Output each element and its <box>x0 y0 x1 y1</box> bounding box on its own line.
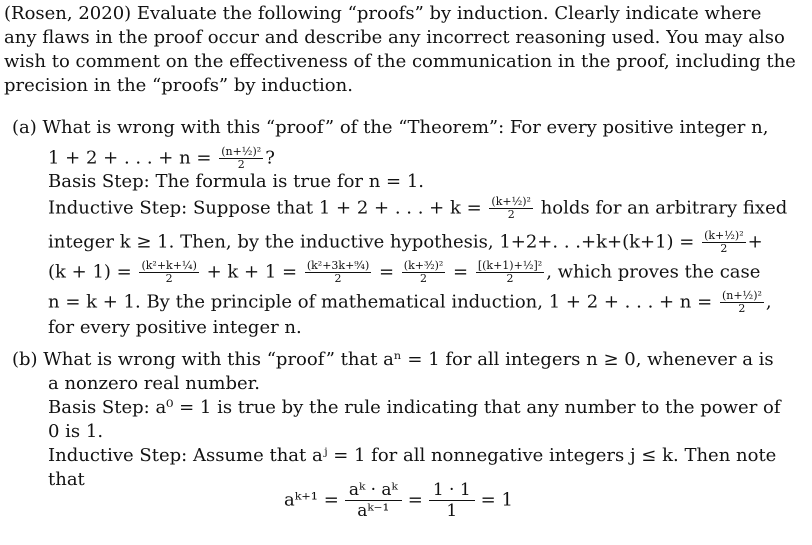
fraction <box>139 260 198 285</box>
fraction-numerator: (k+³⁄₂)² <box>403 259 444 272</box>
fraction <box>345 480 402 521</box>
part-a-conclusion <box>48 290 772 315</box>
intro-line-3: wish to comment on the effectiveness of the communication in the proof, including the <box>4 51 796 72</box>
fraction-numerator: (k+½)² <box>704 229 744 242</box>
fraction <box>720 290 764 315</box>
fraction-denominator: 2 <box>720 242 728 255</box>
fraction <box>476 260 544 285</box>
fraction-numerator: (k²+3k+⁹⁄₄) <box>306 259 370 272</box>
equals-sign: = <box>407 489 423 511</box>
text-segment: + <box>747 231 763 253</box>
fraction-denominator: 2 <box>420 272 428 285</box>
fraction <box>429 480 475 521</box>
fraction-denominator: 2 <box>165 272 173 285</box>
part-a-inductive-step-1 <box>48 196 787 221</box>
fraction-denominator: 2 <box>237 158 245 171</box>
fraction-numerator: (k+½)² <box>491 195 531 208</box>
fraction <box>402 260 446 285</box>
text-segment: , which proves the case <box>546 261 761 283</box>
fraction-denominator: 2 <box>334 272 342 285</box>
text-segment: Inductive Step: Suppose that 1 + 2 + . . . + k = <box>48 197 488 219</box>
part-b-that: that <box>48 469 85 490</box>
part-a-question: (a) What is wrong with this “proof” of the “Theorem”: For every positive integer n, <box>12 117 769 138</box>
text-segment: = <box>447 261 474 283</box>
equation-lhs: aᵏ⁺¹ = <box>284 489 339 511</box>
text-segment: , <box>765 291 772 313</box>
part-b-line-2: a nonzero real number. <box>48 373 261 394</box>
fraction <box>219 146 263 171</box>
equation-rhs: = 1 <box>480 489 513 511</box>
part-b-basis-step: Basis Step: a⁰ = 1 is true by the rule indicating that any number to the power of <box>48 397 781 418</box>
part-b-question: (b) What is wrong with this “proof” that aⁿ = 1 for all integers n ≥ 0, whenever a is <box>12 349 774 370</box>
intro-line-1: (Rosen, 2020) Evaluate the following “proofs” by induction. Clearly indicate where <box>4 3 762 24</box>
part-a-final-line: for every positive integer n. <box>48 317 302 338</box>
text-segment: integer k ≥ 1. Then, by the inductive hypothesis, 1+2+. . .+k+(k+1) = <box>48 231 701 253</box>
fraction-numerator: (n+½)² <box>721 289 762 302</box>
part-a-inductive-step-3 <box>48 260 760 285</box>
fraction <box>305 260 371 285</box>
formula-text: 1 + 2 + . . . + n = <box>48 147 218 169</box>
text-segment: holds for an arbitrary fixed <box>534 197 788 219</box>
fraction <box>489 196 533 221</box>
part-a-inductive-step-2 <box>48 230 763 255</box>
fraction-denominator: 2 <box>507 208 515 221</box>
text-segment: n = k + 1. By the principle of mathematical induction, 1 + 2 + . . . + n = <box>48 291 718 313</box>
fraction-numerator: [(k+1)+½]² <box>477 259 543 272</box>
fraction-denominator: 2 <box>506 272 514 285</box>
fraction-denominator: aᵏ⁻¹ <box>357 501 390 521</box>
fraction-denominator: 2 <box>738 302 746 315</box>
fraction-numerator: aᵏ · aᵏ <box>345 480 402 501</box>
fraction <box>702 230 746 255</box>
text-segment: (k + 1) = <box>48 261 138 283</box>
fraction-denominator: 1 <box>446 501 458 521</box>
part-b-inductive-step: Inductive Step: Assume that aʲ = 1 for all nonnegative integers j ≤ k. Then note <box>48 445 777 466</box>
intro-line-4: precision in the “proofs” by induction. <box>4 75 353 96</box>
part-a-basis-step: Basis Step: The formula is true for n = 1. <box>48 171 425 192</box>
formula-text: ? <box>265 147 275 169</box>
text-segment: + k + 1 = <box>200 261 303 283</box>
part-a-theorem-formula <box>48 146 275 171</box>
fraction-numerator: (k²+k+¼) <box>141 259 197 272</box>
part-b-equation <box>284 480 513 521</box>
text-segment: = <box>373 261 400 283</box>
fraction-numerator: 1 · 1 <box>429 480 475 501</box>
intro-line-2: any flaws in the proof occur and describe any incorrect reasoning used. You may also <box>4 27 785 48</box>
part-b-line-4: 0 is 1. <box>48 421 104 442</box>
fraction-numerator: (n+½)² <box>221 145 262 158</box>
